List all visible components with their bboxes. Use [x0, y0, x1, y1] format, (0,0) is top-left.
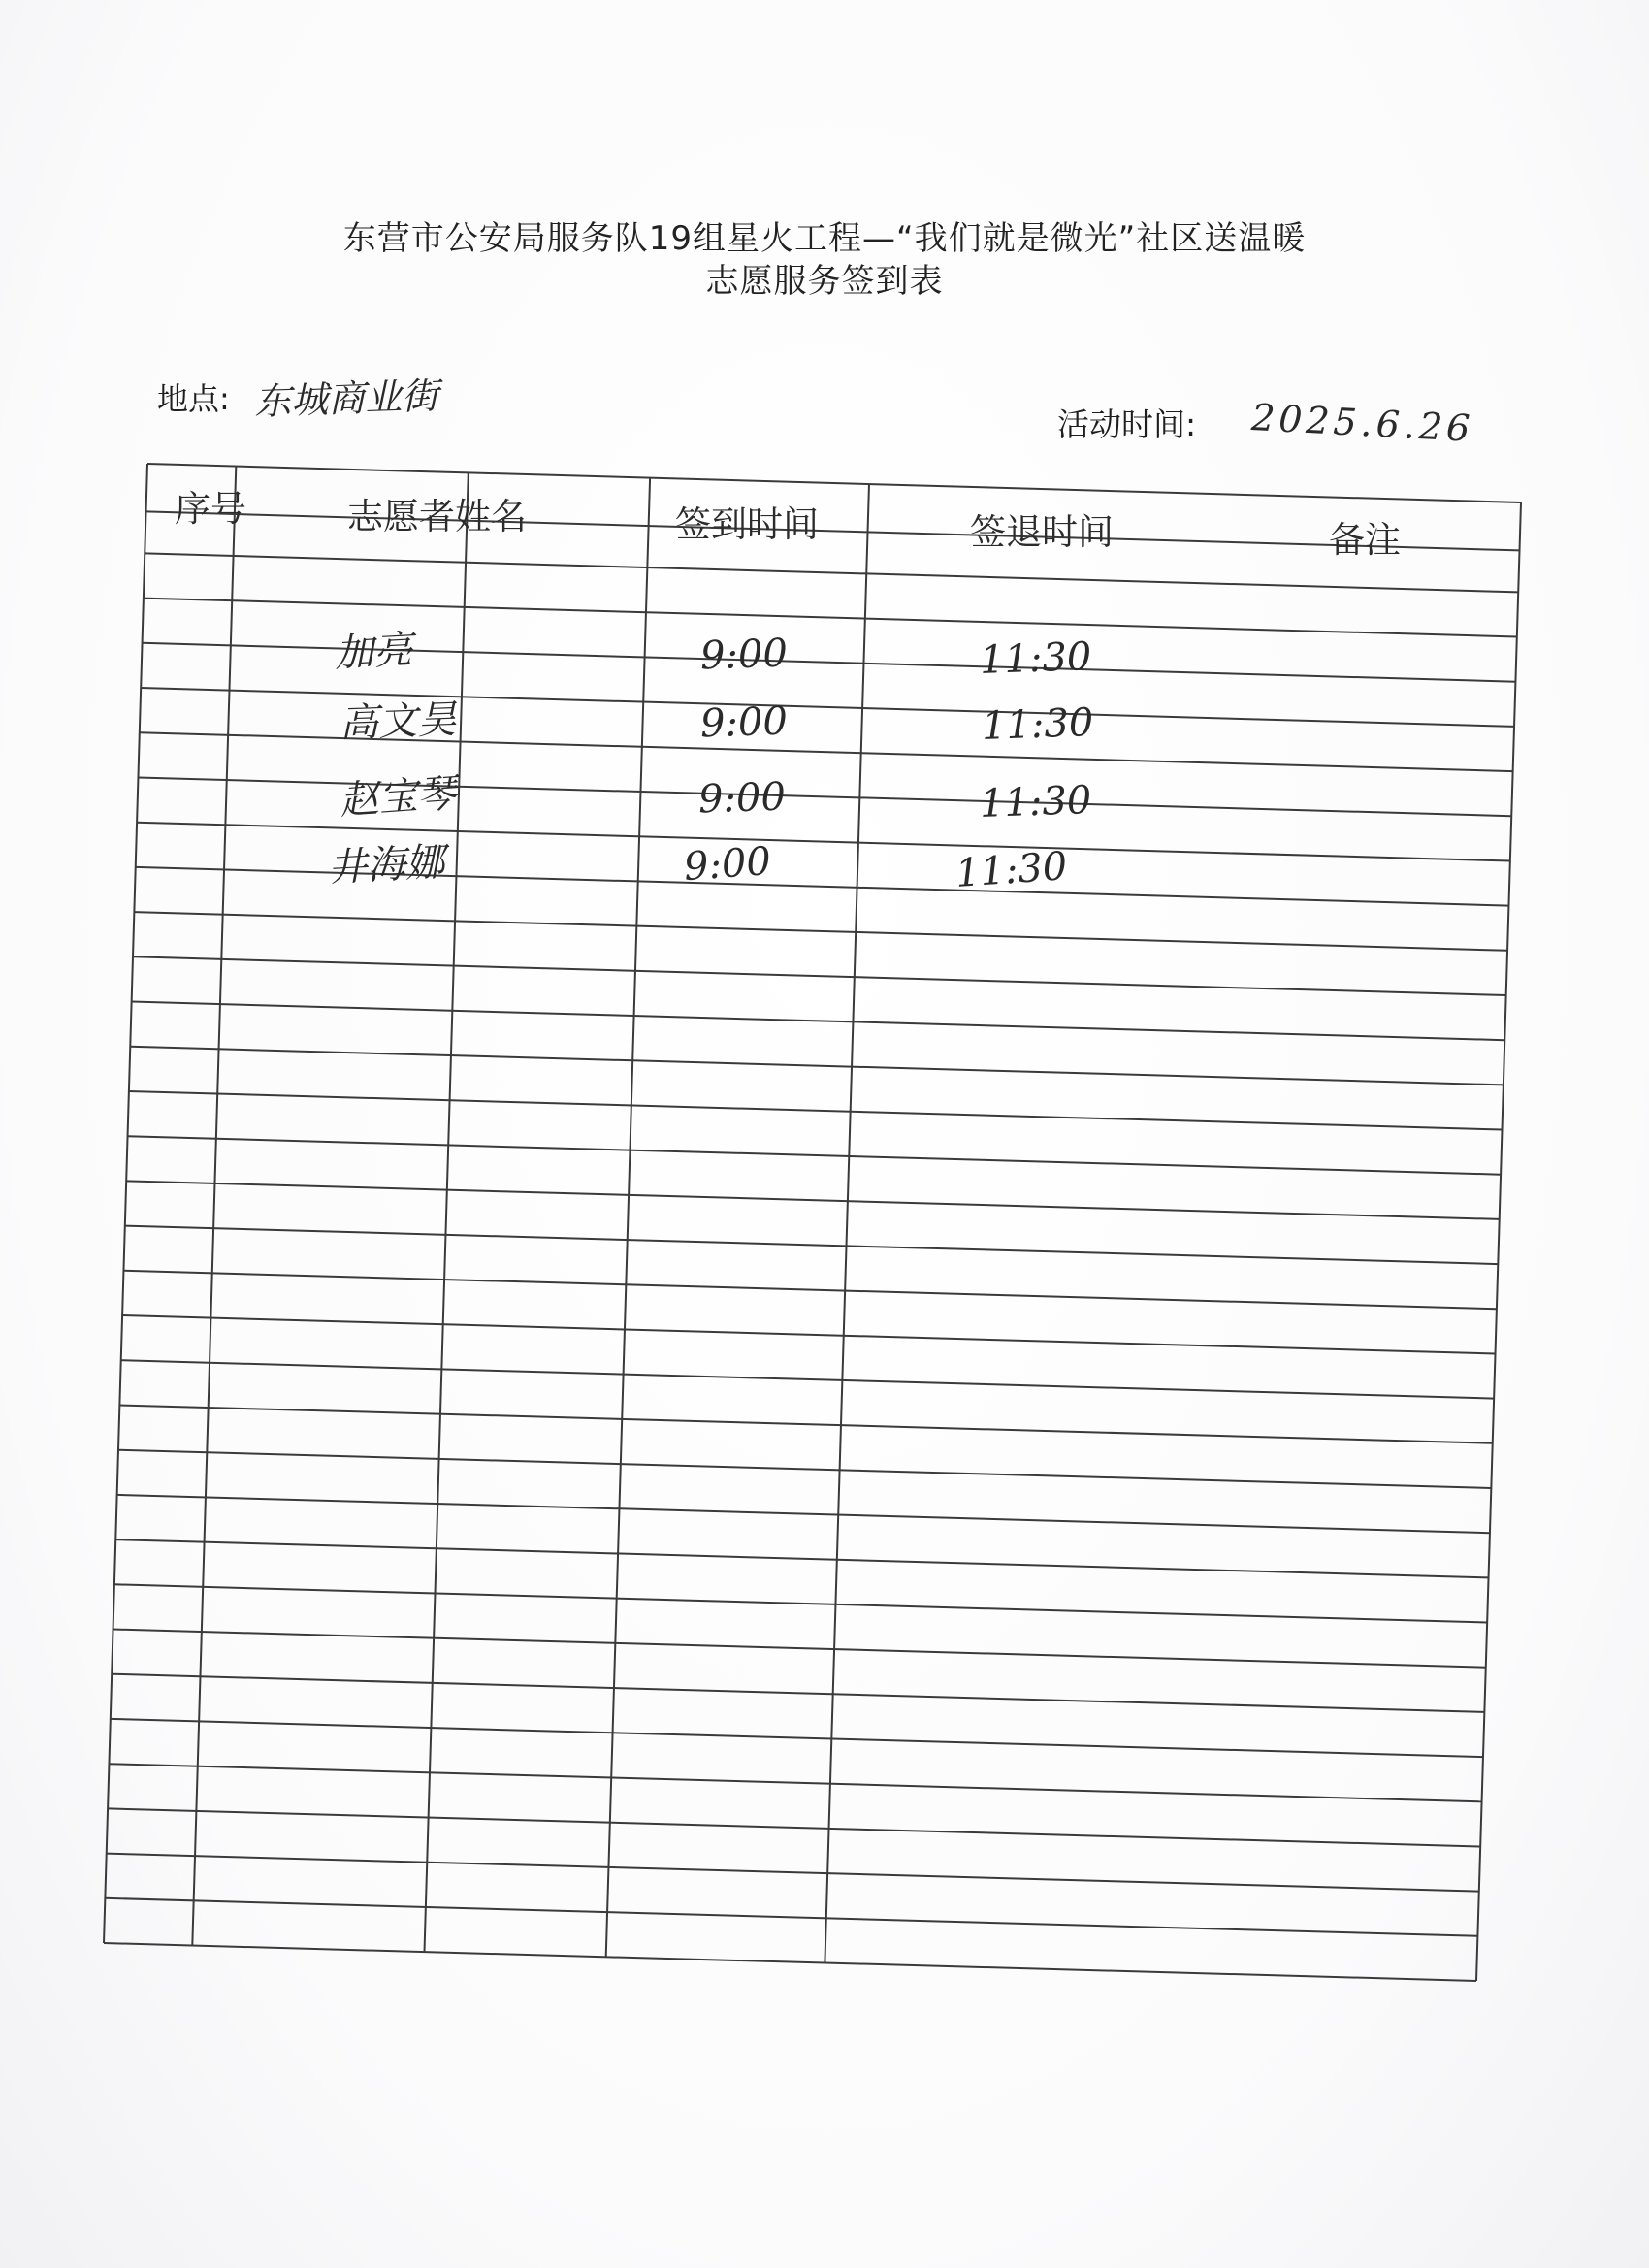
table-rule-line	[105, 1898, 1477, 1936]
table-row	[979, 778, 1092, 826]
activity-time-label: 活动时间:	[1057, 405, 1197, 443]
table-rule-line	[128, 1136, 1502, 1175]
table-row	[697, 774, 786, 822]
sign-out-time-cell: 11:30	[979, 634, 1093, 683]
header-note: 备注	[1329, 519, 1401, 561]
volunteer-name-cell: 赵宝琴	[338, 770, 458, 825]
sign-in-time-cell: 9:00	[699, 631, 789, 679]
table-rule-line	[113, 1630, 1486, 1668]
table-row	[327, 831, 446, 892]
sign-out-time-cell: 11:30	[981, 700, 1095, 749]
header-sign-in-time: 签到时间	[675, 503, 819, 545]
sign-out-time-cell: 11:30	[954, 844, 1069, 896]
table-rule-line	[104, 464, 147, 1943]
volunteer-name-cell: 加亮	[334, 627, 414, 677]
table-row	[954, 844, 1069, 896]
table-rule-line	[606, 478, 650, 1958]
table-rule-line	[1476, 502, 1521, 1981]
table-row	[699, 698, 788, 746]
table-rule-line	[121, 1360, 1494, 1398]
volunteer-name-cell: 井海娜	[327, 839, 446, 891]
table-rule-line	[122, 1315, 1495, 1354]
table-rule-line	[124, 1271, 1497, 1310]
sheet-title: 东营市公安局服务队19组星火工程—“我们就是微光”社区送温暖	[342, 219, 1307, 258]
table-rule-line	[118, 1450, 1491, 1488]
table-rule-line	[192, 467, 236, 1946]
table-rule-line	[115, 1539, 1488, 1577]
table-row	[339, 689, 457, 748]
table-rule-line	[130, 1047, 1504, 1085]
header-volunteer-name: 志愿者姓名	[347, 496, 527, 537]
activity-time-value-handwritten: 2025.6.26	[1250, 396, 1475, 450]
table-rule-line	[107, 1854, 1479, 1892]
table-rule-line	[119, 1406, 1492, 1443]
table-rule-line	[111, 1719, 1483, 1757]
table-rule-line	[824, 484, 869, 1963]
table-rule-line	[104, 1943, 1476, 1981]
header-index: 序号	[175, 488, 246, 530]
table-rule-line	[133, 956, 1506, 995]
sign-in-time-cell: 9:00	[697, 774, 787, 823]
table-row	[699, 631, 788, 678]
location-value-handwritten: 东城商业街	[253, 373, 439, 424]
header-sign-out-time: 签退时间	[970, 511, 1114, 553]
table-rule-line	[112, 1674, 1484, 1712]
table-row	[334, 619, 414, 678]
table-row	[981, 700, 1094, 749]
table-rule-line	[126, 1181, 1500, 1219]
sign-out-time-cell: 11:30	[979, 778, 1093, 826]
sign-in-time-cell: 9:00	[682, 838, 773, 891]
table-row	[683, 839, 773, 890]
table-rule-line	[117, 1495, 1490, 1533]
table-rule-line	[132, 1002, 1505, 1041]
location-label: 地点:	[157, 380, 230, 417]
table-rule-line	[129, 1091, 1503, 1130]
table-rule-line	[134, 912, 1507, 951]
sheet-subtitle: 志愿服务签到表	[705, 262, 944, 301]
table-rule-line	[108, 1808, 1480, 1846]
sign-in-time-cell: 9:00	[699, 698, 789, 747]
table-rule-line	[110, 1764, 1482, 1801]
table-row	[979, 634, 1092, 683]
table-rule-line	[145, 553, 1518, 592]
volunteer-name-cell: 高文昊	[339, 697, 457, 747]
table-row	[338, 762, 458, 826]
table-rule-line	[114, 1584, 1487, 1622]
table-rule-line	[125, 1226, 1499, 1265]
